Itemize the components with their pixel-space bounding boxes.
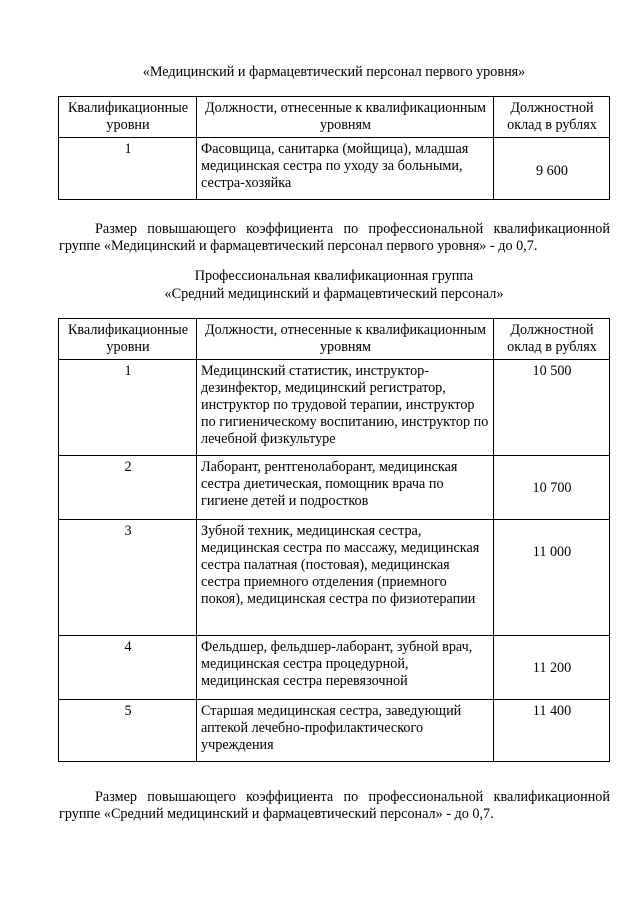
table-row	[59, 138, 610, 200]
row-salary: 10 500	[494, 360, 610, 456]
group2-table	[58, 318, 610, 762]
header-level: Квалификационные уровни	[59, 97, 197, 138]
row-positions: Медицинский статистик, инструктор-дезинфектор, медицинский регистратор, инструктор по трудовой терапии, инструктор по гигиеническому воспитанию, инструктор по лечебной физкультуре	[197, 360, 494, 456]
group1-note-text: Размер повышающего коэффициента по профессиональной квалификационной группе «Медицинский и фармацевтический персонал первого уровня» - до 0,7.	[59, 221, 610, 254]
group2-title-line1: Профессиональная квалификационная группа	[194, 268, 474, 284]
header-salary: Должностной оклад в рублях	[494, 97, 610, 138]
row-level: 5	[59, 700, 197, 762]
row-salary: 9 600	[494, 138, 610, 200]
row-salary: 11 000	[494, 520, 610, 636]
group1-table	[58, 96, 610, 200]
row-level: 3	[59, 520, 197, 636]
row-positions: Старшая медицинская сестра, заведующий аптекой лечебно-профилактического учреждения	[197, 700, 494, 762]
row-positions: Лаборант, рентгенолаборант, медицинская сестра диетическая, помощник врача по гигиене детей и подростков	[197, 456, 494, 520]
row-level: 1	[59, 360, 197, 456]
table-row	[59, 456, 610, 520]
header-salary: Должностной оклад в рублях	[494, 319, 610, 360]
row-salary: 10 700	[494, 456, 610, 520]
group2-note-text: Размер повышающего коэффициента по профессиональной квалификационной группе «Средний медицинский и фармацевтический персонал» - до 0,7.	[59, 789, 610, 822]
row-level: 2	[59, 456, 197, 520]
header-positions: Должности, отнесенные к квалификационным уровням	[197, 319, 494, 360]
header-level: Квалификационные уровни	[59, 319, 197, 360]
table-row	[59, 520, 610, 636]
row-level: 1	[59, 138, 197, 200]
row-salary: 11 200	[494, 636, 610, 700]
group2-title-line2: «Средний медицинский и фармацевтический персонал»	[164, 286, 504, 302]
table-row	[59, 360, 610, 456]
row-salary: 11 400	[494, 700, 610, 762]
table-row	[59, 636, 610, 700]
row-level: 4	[59, 636, 197, 700]
group1-table-header	[59, 97, 610, 138]
row-positions: Фасовщица, санитарка (мойщица), младшая медицинская сестра по уходу за больными, сестра-хозяйка	[197, 138, 494, 200]
row-positions: Фельдшер, фельдшер-лаборант, зубной врач, медицинская сестра процедурной, медицинская сестра перевязочной	[197, 636, 494, 700]
group1-note	[59, 221, 610, 255]
row-positions: Зубной техник, медицинская сестра, медицинская сестра по массажу, медицинская сестра палатная (постовая), медицинская сестра приемного отделения (приемного покоя), медицинская сестра по физиотерапии	[197, 520, 494, 636]
group1-title: «Медицинский и фармацевтический персонал первого уровня»	[142, 64, 526, 80]
group2-table-header	[59, 319, 610, 360]
header-positions: Должности, отнесенные к квалификационным уровням	[197, 97, 494, 138]
table-row	[59, 700, 610, 762]
group2-note	[59, 789, 610, 823]
